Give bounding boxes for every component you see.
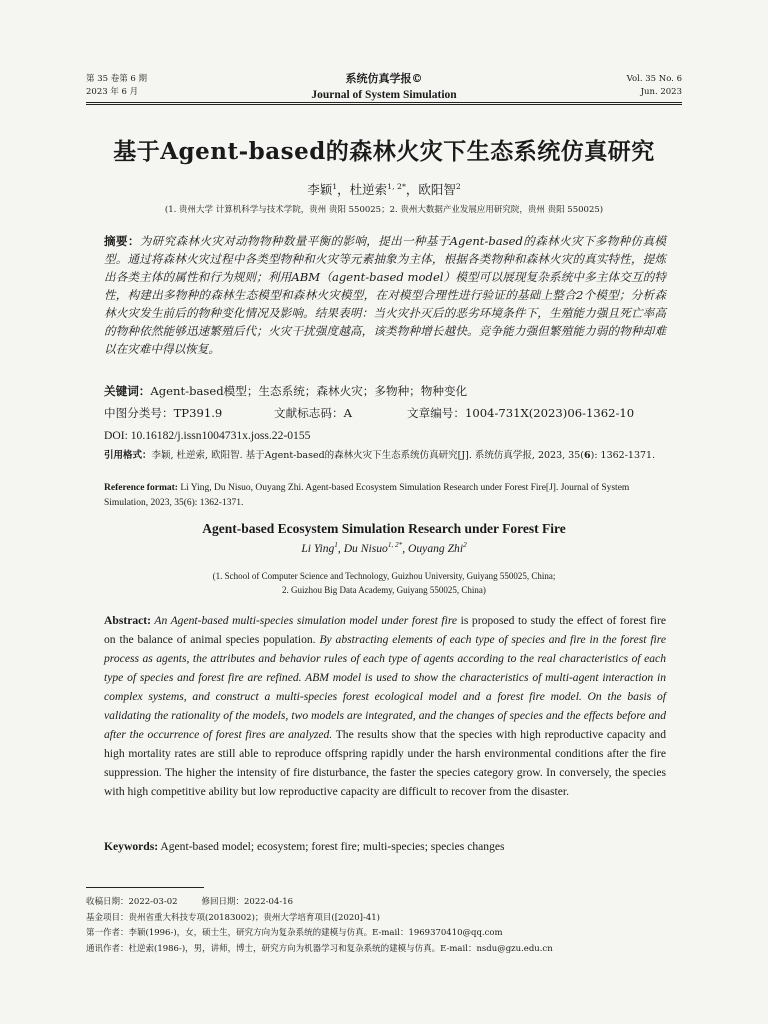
keywords-cn [104, 382, 666, 400]
title-cn: 基于Agent-based的森林火灾下生态系统仿真研究 [113, 138, 655, 165]
header-right [627, 73, 682, 99]
author-name: Li Ying [301, 542, 335, 555]
journal-name-en: Journal of System Simulation [311, 89, 457, 101]
author-separator: ， [405, 182, 419, 197]
citation-cn-text: 李颖, 杜逆索, 欧阳智. 基于Agent-based的森林火灾下生态系统仿真研究[J]. 系统仿真学报, 2023, 35( [151, 450, 584, 461]
keywords-en-label: Keywords: [104, 840, 159, 853]
footnote-corresponding-author: 通讯作者：杜逆索(1986-)，男，讲师，博士，研究方向为机器学习和复杂系统的建模与仿真。E-mail：nsdu@gzu.edu.cn [86, 943, 553, 954]
abstract-en-label: Abstract: [104, 614, 152, 627]
article-number: 文章编号：1004-731X(2023)06-1362-10 [407, 406, 635, 420]
journal-name-cn: 系统仿真学报© [345, 72, 423, 85]
abstract-en-part: The results show that the species with high reproductive capacity and high mortality rates are still able to reproduce offspring rapidly under the harsh environmental conditions after the fire suppression. The higher the intensity of fire disturbance, the faster the species category grow. In conversely, the species with high competitive ability but low reproductive capacity are difficult to recover from the disaster. [104, 728, 666, 798]
citation-cn-pages: ): 1362-1371. [590, 450, 656, 461]
footnotes [86, 895, 686, 957]
document-code: 文献标志码：A [274, 406, 352, 420]
abstract-cn-label: 摘要： [104, 234, 140, 248]
author-affiliation-mark: 1, 2* [387, 181, 406, 191]
header-rule-top [86, 102, 682, 103]
author-separator: ， [337, 182, 350, 197]
date-en: Jun. 2023 [640, 87, 682, 97]
clc-number: 中图分类号：TP391.9 [104, 406, 223, 420]
title-en: Agent-based Ecosystem Simulation Research under Forest Fire [202, 521, 566, 536]
keywords-cn-label: 关键词： [104, 384, 151, 398]
affiliation-en-line: (1. School of Computer Science and Technology, Guizhou University, Guiyang 550025, China; [212, 571, 556, 581]
author-separator: , [337, 542, 344, 555]
keywords-en-text: Agent-based model; ecosystem; forest fire; multi-species; species changes [158, 840, 505, 853]
author-name: Ouyang Zhi [408, 542, 464, 555]
author-separator: , [402, 542, 408, 555]
author-name: 杜逆索 [349, 182, 388, 197]
affiliation-en [0, 569, 768, 597]
author-name: 欧阳智 [418, 182, 456, 197]
date-cn: 2023 年 6 月 [86, 87, 139, 97]
keywords-cn-text: Agent-based模型；生态系统；森林火灾；多物种；物种变化 [150, 384, 468, 398]
abstract-en-part: is proposed to study the effect of forest fire on the balance of animal species population. [104, 614, 666, 646]
citation-en [104, 481, 666, 511]
revised-date: 修回日期：2022-04-16 [201, 897, 294, 907]
citation-en-text: Li Ying, Du Nisuo, Ouyang Zhi. Agent-based Ecosystem Simulation Research under Forest Fire[J]. Journal of System Simulation, 2023, 35(6): 1362-1371. [104, 483, 630, 508]
author-affiliation-mark: 2 [455, 181, 461, 191]
author-affiliation-mark: 1, 2* [387, 541, 403, 550]
footnote-fund: 基金项目：贵州省重大科技专项(20183002)；贵州大学培育项目([2020]-41) [86, 912, 380, 923]
author-name: Du Nisuo [343, 542, 388, 555]
abstract-en [104, 611, 666, 801]
volume-en: Vol. 35 No. 6 [626, 74, 682, 84]
header-rule-bottom [86, 104, 682, 105]
citation-cn [104, 448, 666, 463]
footnote-dates [86, 895, 686, 911]
abstract-en-part: By abstracting elements of each type of species and fire in the forest fire process as agents, the attributes and behavior rules of each type of agents according to the real characteristics of each type of species and forest fire are refined. ABM model is used to show the characteristics of multi-agent interaction in complex systems, and construct a multi-species forest ecological model and a forest fire model. On the basis of validating the rationality of the models, two models are integrated, and the changes of species and the effects before and after the occurrence of forest fires are analyzed. [104, 633, 667, 741]
received-date: 收稿日期：2022-03-02 [86, 897, 178, 907]
citation-en-label: Reference format: [104, 483, 178, 493]
abstract-cn-text: 为研究森林火灾对动物物种数量平衡的影响，提出一种基于Agent-based的森林火灾下多物种仿真模型。通过将森林火灾过程中各类型物种和火灾等元素抽象为主体，根据各类物种和森林火灾的真实特性，提炼出各类主体的属性和行为规则；利用ABM（agent-based model）模型可以展现复杂系统中多主体交互的特性，构建出多物种的森林生态模型和森林火灾模型，在对模型合理性进行验证的基础上整合2个模型；分析森林火灾发生前后的物种变化情况及影响。结果表明：当火灾扑灭后的恶劣环境条件下，生殖能力强且死亡率高的物种依然能够迅速繁殖后代；火灾干扰强度越高，该类物种增长越快。竞争能力强但繁殖能力弱的物种却难以在灾难中得以恢复。 [104, 234, 666, 356]
citation-cn-label: 引用格式： [104, 450, 152, 461]
abstract-en-part: An Agent-based multi-species simulation model under forest fire [151, 614, 458, 627]
author-affiliation-mark: 1 [332, 181, 338, 191]
authors-cn [0, 180, 768, 198]
footnote-first-author: 第一作者：李颖(1996-)，女，硕士生，研究方向为复杂系统的建模与仿真。E-mail：1969370410@qq.com [86, 928, 503, 938]
author-affiliation-mark: 1 [334, 541, 338, 550]
abstract-cn [104, 232, 666, 358]
keywords-en [104, 837, 666, 856]
volume-cn: 第 35 卷第 6 期 [86, 74, 148, 84]
author-affiliation-mark: 2 [463, 541, 467, 550]
affiliation-cn: (1. 贵州大学 计算机科学与技术学院，贵州 贵阳 550025；2. 贵州大数据产业发展应用研究院，贵州 贵阳 550025) [164, 205, 604, 215]
authors-en [0, 542, 768, 555]
citation-cn-issue: 6 [583, 450, 591, 461]
affiliation-en-line: 2. Guizhou Big Data Academy, Guiyang 550025, China) [282, 585, 486, 595]
classification-row [104, 404, 666, 422]
author-name: 李颖 [307, 182, 333, 197]
footnote-rule [86, 887, 204, 888]
doi: DOI: 10.16182/j.issn1004731x.joss.22-0155 [104, 429, 311, 442]
